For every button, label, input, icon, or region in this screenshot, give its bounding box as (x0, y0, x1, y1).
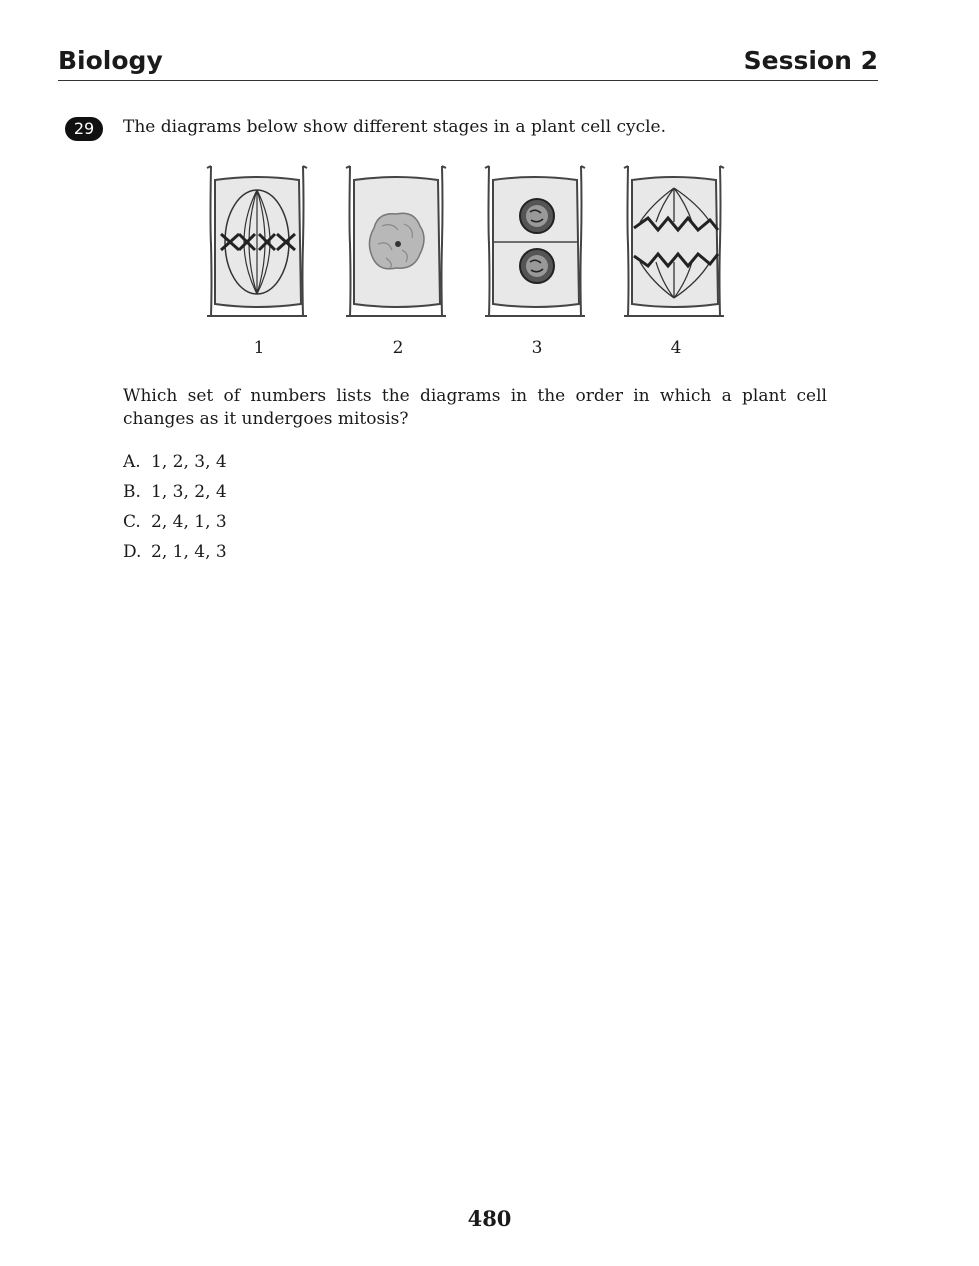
answer-choices (123, 451, 227, 571)
diagram-4-anaphase (624, 166, 724, 316)
choice-text: 2, 1, 4, 3 (151, 542, 227, 562)
choice-a[interactable] (123, 451, 227, 481)
diagram-3-telophase (485, 166, 585, 316)
question-prompt: The diagrams below show different stages in a plant cell cycle. (123, 117, 666, 137)
choice-text: 2, 4, 1, 3 (151, 512, 227, 532)
diagram-label-3: 3 (531, 338, 543, 358)
diagram-label-1: 1 (253, 338, 265, 358)
choice-letter: C. (123, 512, 141, 532)
choice-letter: D. (123, 542, 142, 562)
question-stem: Which set of numbers lists the diagrams in the order in which a plant cell changes as it undergoes mitosis? (123, 386, 827, 429)
session-title: Session 2 (743, 46, 878, 75)
diagram-1-metaphase (207, 166, 307, 316)
choice-letter: A. (123, 452, 141, 472)
choice-letter: B. (123, 482, 141, 502)
page-header (58, 46, 878, 81)
choice-b[interactable] (123, 481, 227, 511)
page-number: 480 (467, 1206, 512, 1231)
cell-cycle-diagrams (205, 164, 735, 324)
choice-c[interactable] (123, 511, 227, 541)
diagram-label-4: 4 (670, 338, 682, 358)
subject-title: Biology (58, 46, 163, 75)
choice-text: 1, 3, 2, 4 (151, 482, 227, 502)
question-number-badge: 29 (65, 117, 103, 141)
diagram-2-interphase (346, 166, 446, 316)
diagram-label-2: 2 (392, 338, 404, 358)
choice-text: 1, 2, 3, 4 (151, 452, 227, 472)
choice-d[interactable] (123, 541, 227, 571)
